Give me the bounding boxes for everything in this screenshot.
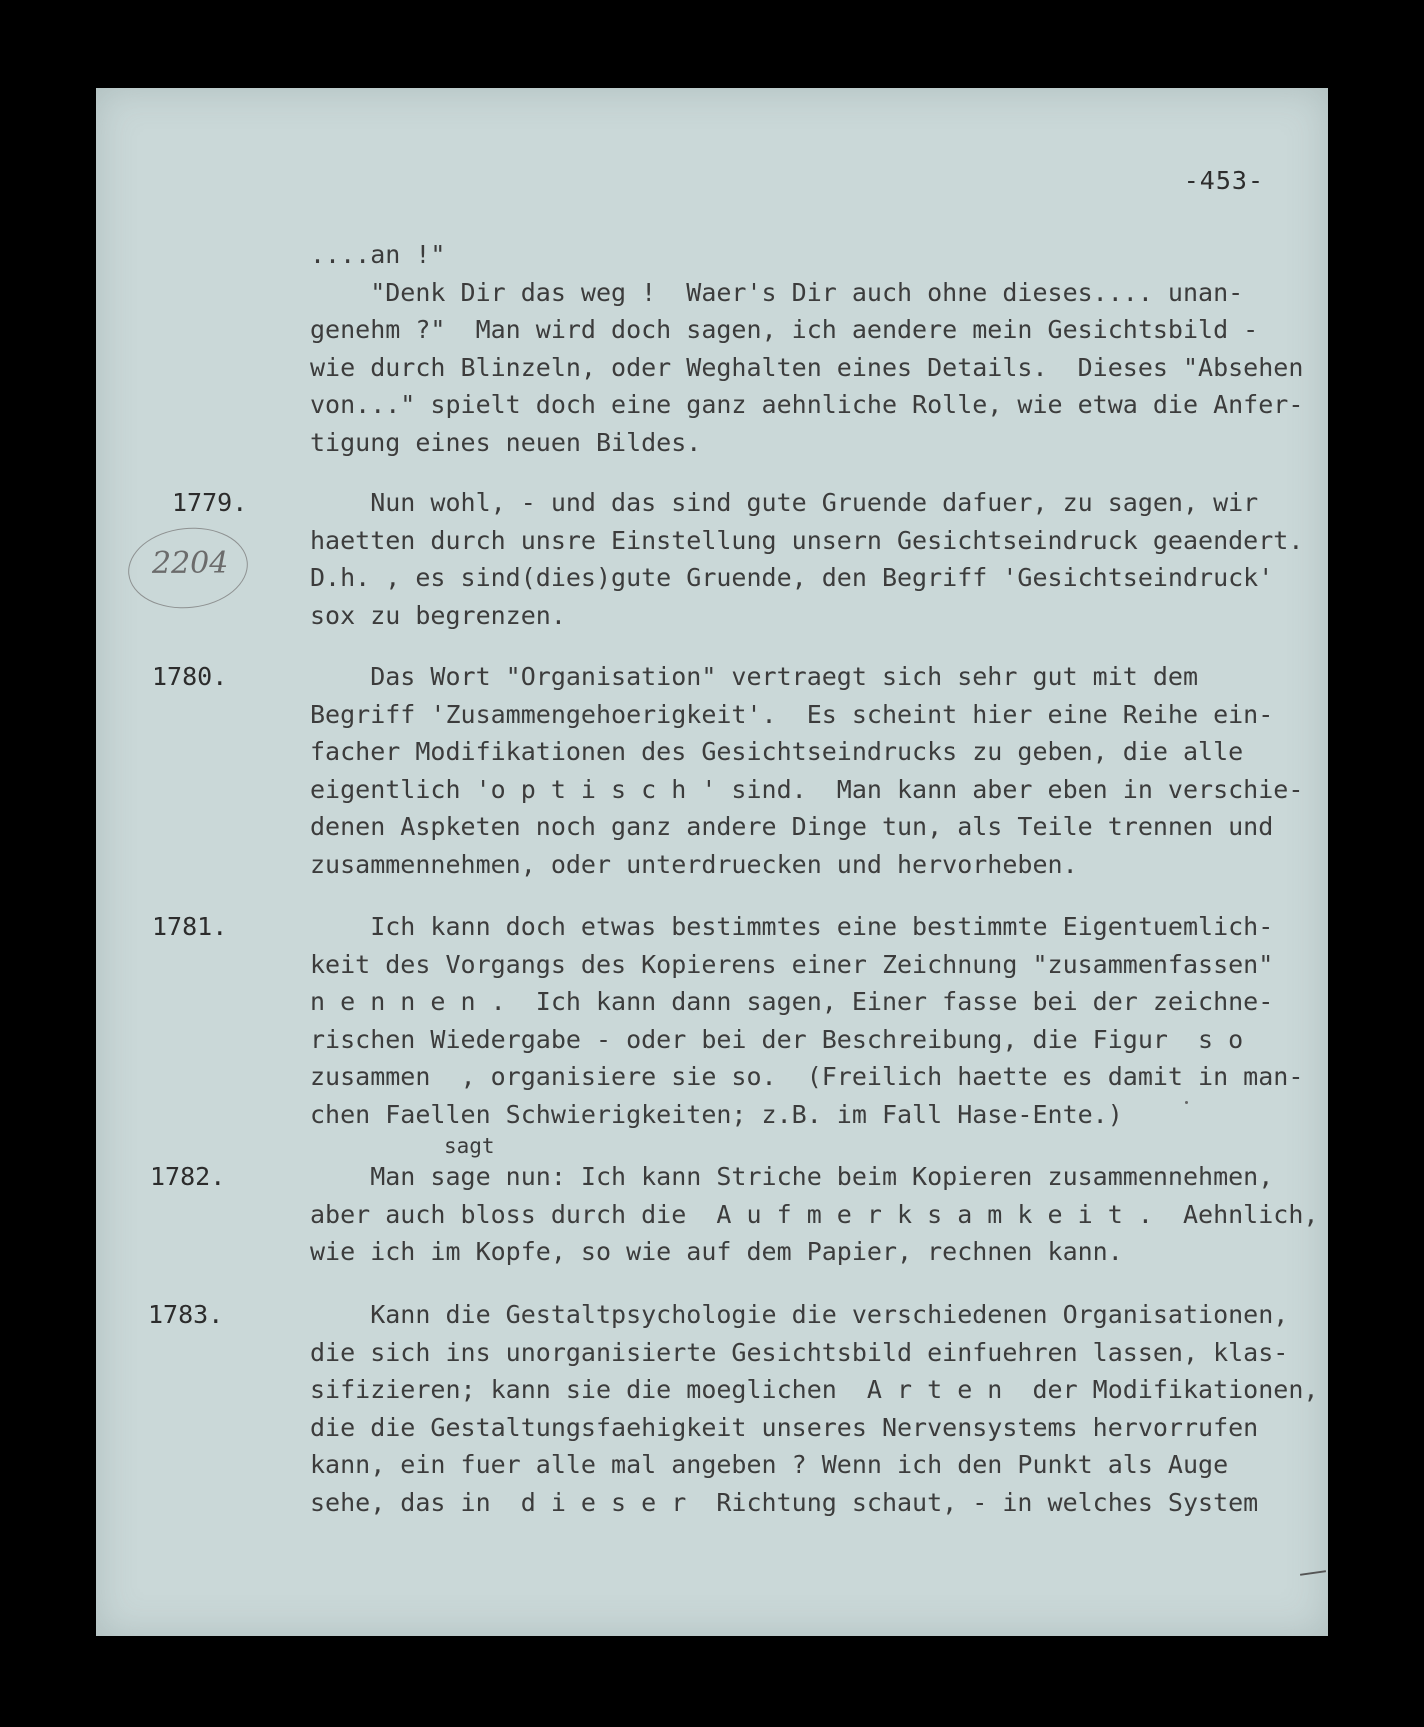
text-line: genehm ?" Man wird doch sagen, ich aendere mein Gesichtsbild - (310, 315, 1259, 344)
paragraph-number: 1780. (152, 662, 228, 691)
paragraph-1780 (310, 658, 1320, 883)
text-line: rischen Wiedergabe - oder bei der Beschreibung, die Figur s o (310, 1024, 1244, 1054)
text-line: facher Modifikationen des Gesichtseindrucks zu geben, die alle (310, 737, 1244, 766)
text-line: "Denk Dir das weg ! Waer's Dir auch ohne dieses.... unan- (310, 277, 1244, 307)
text-line: denen Aspketen noch ganz andere Dinge tun, als Teile trennen und (310, 812, 1274, 841)
text-line: die sich ins unorganisierte Gesichtsbild einfuehren lassen, klas- (310, 1337, 1289, 1367)
text-line: kann, ein fuer alle mal angeben ? Wenn ich den Punkt als Auge (310, 1450, 1229, 1479)
text-line: ....an !" (310, 240, 446, 269)
paragraph-number: 1779. (172, 488, 248, 517)
text-line: wie ich im Kopfe, so wie auf dem Papier, rechnen kann. (310, 1237, 1123, 1266)
paragraph-1783 (310, 1296, 1320, 1521)
text-line: Das Wort "Organisation" vertraegt sich sehr gut mit dem (310, 662, 1199, 691)
text-line: D.h. , es sind(dies)gute Gruende, den Begriff 'Gesichtseindruck' (310, 563, 1274, 592)
paragraph-number: 1783. (148, 1300, 224, 1329)
ink-speck (1185, 1101, 1188, 1104)
paragraph-1781 (310, 908, 1320, 1133)
paragraph-1779 (310, 484, 1320, 634)
text-line: sifizieren; kann sie die moeglichen A r t e n der Modifikationen, (310, 1375, 1319, 1404)
text-line: zusammennehmen, oder unterdruecken und hervorheben. (310, 849, 1078, 879)
text-line: wie durch Blinzeln, oder Weghalten eines Details. Dieses "Absehen (310, 352, 1304, 382)
page-number: -453- (1183, 166, 1264, 195)
text-line: keit des Vorgangs des Kopierens einer Zeichnung "zusammenfassen" (310, 949, 1274, 979)
paragraph-number: 1782. (150, 1162, 226, 1191)
text-line: haetten durch unsre Einstellung unsern Gesichtseindruck geaendert. (310, 525, 1304, 555)
opening-text (310, 236, 1320, 461)
text-line: von..." spielt doch eine ganz aehnliche Rolle, wie etwa die Anfer- (310, 390, 1304, 419)
text-line: Kann die Gestaltpsychologie die verschiedenen Organisationen, (310, 1300, 1289, 1329)
text-line: Nun wohl, - und das sind gute Gruende dafuer, zu sagen, wir (310, 488, 1259, 517)
text-line: Man sage nun: Ich kann Striche beim Kopieren zusammennehmen, (310, 1162, 1274, 1191)
text-line: zusammen , organisiere sie so. (Freilich haette es damit in man- (310, 1062, 1304, 1091)
margin-annotation: 2204 (152, 546, 229, 581)
paragraph-1782 (310, 1158, 1320, 1271)
text-line: n e n n e n . Ich kann dann sagen, Einer fasse bei der zeichne- (310, 987, 1274, 1016)
text-line: die die Gestaltungsfaehigkeit unseres Nervensystems hervorrufen (310, 1412, 1259, 1442)
paragraph-number: 1781. (152, 912, 228, 941)
text-line: chen Faellen Schwierigkeiten; z.B. im Fall Hase-Ente.) (310, 1099, 1123, 1129)
text-line: sehe, das in d i e s e r Richtung schaut, - in welches System (310, 1487, 1259, 1517)
text-line: eigentlich 'o p t i s c h ' sind. Man kann aber eben in verschie- (310, 774, 1304, 804)
text-line: tigung eines neuen Bildes. (310, 427, 702, 457)
text-line: Ich kann doch etwas bestimmtes eine bestimmte Eigentuemlich- (310, 912, 1274, 941)
text-line: sox zu begrenzen. (310, 600, 566, 630)
text-line: Begriff 'Zusammengehoerigkeit'. Es scheint hier eine Reihe ein- (310, 699, 1274, 729)
text-line: aber auch bloss durch die A u f m e r k s a m k e i t . Aehnlich, (310, 1199, 1319, 1229)
insertion-above-line: sagt (444, 1134, 495, 1158)
